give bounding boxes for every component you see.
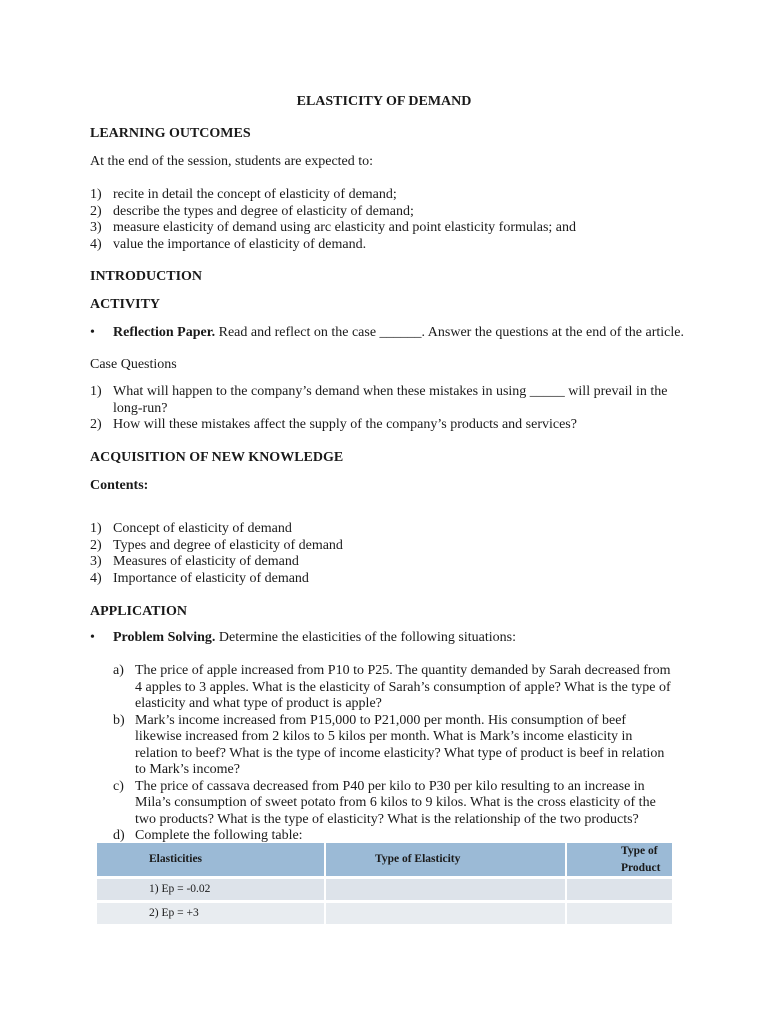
list-item [90, 204, 680, 221]
item-number: 1) [90, 384, 102, 399]
item-text: measure elasticity of demand using arc elasticity and point elasticity formulas; and [113, 220, 577, 235]
list-item [113, 779, 675, 829]
item-number: 1) [90, 187, 102, 202]
item-letter: d) [113, 828, 125, 843]
list-item [90, 384, 670, 417]
item-number: 2) [90, 417, 102, 432]
case-questions-list [90, 384, 670, 434]
reflection-paper-label: Reflection Paper. [113, 325, 216, 340]
case-questions-label: Case Questions [90, 357, 177, 372]
table-cell[interactable] [567, 879, 672, 900]
table-header-cell: Type of Elasticity [326, 843, 565, 876]
list-item [90, 187, 680, 204]
item-number: 4) [90, 570, 102, 586]
table-header-cell: Type of Product [567, 843, 672, 876]
item-text: Complete the following table: [135, 828, 303, 843]
elasticity-table [95, 843, 674, 924]
problem-solving-label: Problem Solving. [113, 630, 216, 645]
item-letter: b) [113, 712, 125, 728]
table-cell[interactable] [326, 879, 565, 900]
list-item [113, 713, 675, 779]
acquisition-heading: ACQUISITION OF NEW KNOWLEDGE [90, 450, 344, 465]
list-item [90, 521, 680, 538]
bullet-text [113, 630, 693, 647]
bullet-icon: • [90, 325, 95, 340]
item-text: How will these mistakes affect the supply of the company’s products and services? [113, 417, 577, 432]
table-row [97, 903, 672, 924]
list-item [90, 220, 680, 237]
list-item [90, 538, 680, 555]
table-header-cell: Elasticities [97, 843, 324, 876]
bullet-text [113, 325, 693, 342]
item-number: 2) [90, 203, 102, 219]
item-number: 2) [90, 537, 102, 553]
application-heading: APPLICATION [90, 604, 187, 619]
problem-solving-text: Determine the elasticities of the following situations: [215, 630, 516, 645]
list-item [113, 663, 675, 713]
activity-heading: ACTIVITY [90, 297, 161, 312]
item-text: Concept of elasticity of demand [113, 521, 292, 536]
item-letter: c) [113, 778, 124, 794]
learning-outcomes-heading: LEARNING OUTCOMES [90, 126, 251, 141]
item-text: Mark’s income increased from P15,000 to P21,000 per month. His consumption of beef likewise increased from 2 kilos to 5 kilos per month. What is Mark’s income elasticity in relation to beef? What is the type of income elasticity? What type of product is beef in relation to Mark’s income? [135, 712, 665, 777]
item-text: Importance of elasticity of demand [113, 570, 309, 586]
learning-outcomes-intro: At the end of the session, students are expected to: [90, 154, 374, 169]
table-cell[interactable] [567, 903, 672, 924]
item-text: describe the types and degree of elasticity of demand; [113, 203, 414, 219]
item-number: 1) [90, 521, 102, 536]
item-text: What will happen to the company’s demand when these mistakes in using _____ will prevail in the long-run? [113, 384, 668, 416]
list-item [90, 237, 680, 254]
item-text: The price of apple increased from P10 to P25. The quantity demanded by Sarah decreased from 4 apples to 3 apples. What is the elasticity of Sarah’s consumption of apple? What is the type of elasticity and what type of product is apple? [135, 663, 671, 711]
document-title: ELASTICITY OF DEMAND [296, 94, 472, 109]
table-cell: 1) Ep = -0.02 [97, 879, 324, 900]
table-header-row [97, 843, 672, 876]
item-text: The price of cassava decreased from P40 per kilo to P30 per kilo resulting to an increase in Mila’s consumption of sweet potato from 6 kilos to 9 kilos. What is the cross elasticity of the two products? What is the type of elasticity? What is the relationship of the two products? [135, 778, 656, 827]
item-text: Types and degree of elasticity of demand [113, 537, 343, 553]
problems-list [113, 663, 675, 845]
list-item [90, 417, 670, 434]
item-number: 3) [90, 554, 102, 569]
contents-list [90, 521, 680, 587]
list-item [90, 571, 680, 588]
list-item [90, 554, 680, 571]
item-number: 4) [90, 236, 102, 252]
item-text: value the importance of elasticity of demand. [113, 236, 367, 252]
introduction-heading: INTRODUCTION [90, 269, 203, 284]
table-row [97, 879, 672, 900]
item-text: recite in detail the concept of elasticity of demand; [113, 187, 397, 202]
table-cell: 2) Ep = +3 [97, 903, 324, 924]
learning-outcomes-list [90, 187, 680, 253]
item-number: 3) [90, 220, 102, 235]
item-letter: a) [113, 663, 124, 678]
reflection-paper-text: Read and reflect on the case ______. Answer the questions at the end of the article. [215, 325, 684, 340]
contents-label: Contents: [90, 478, 149, 493]
table-cell[interactable] [326, 903, 565, 924]
bullet-icon: • [90, 630, 95, 645]
item-text: Measures of elasticity of demand [113, 554, 299, 569]
